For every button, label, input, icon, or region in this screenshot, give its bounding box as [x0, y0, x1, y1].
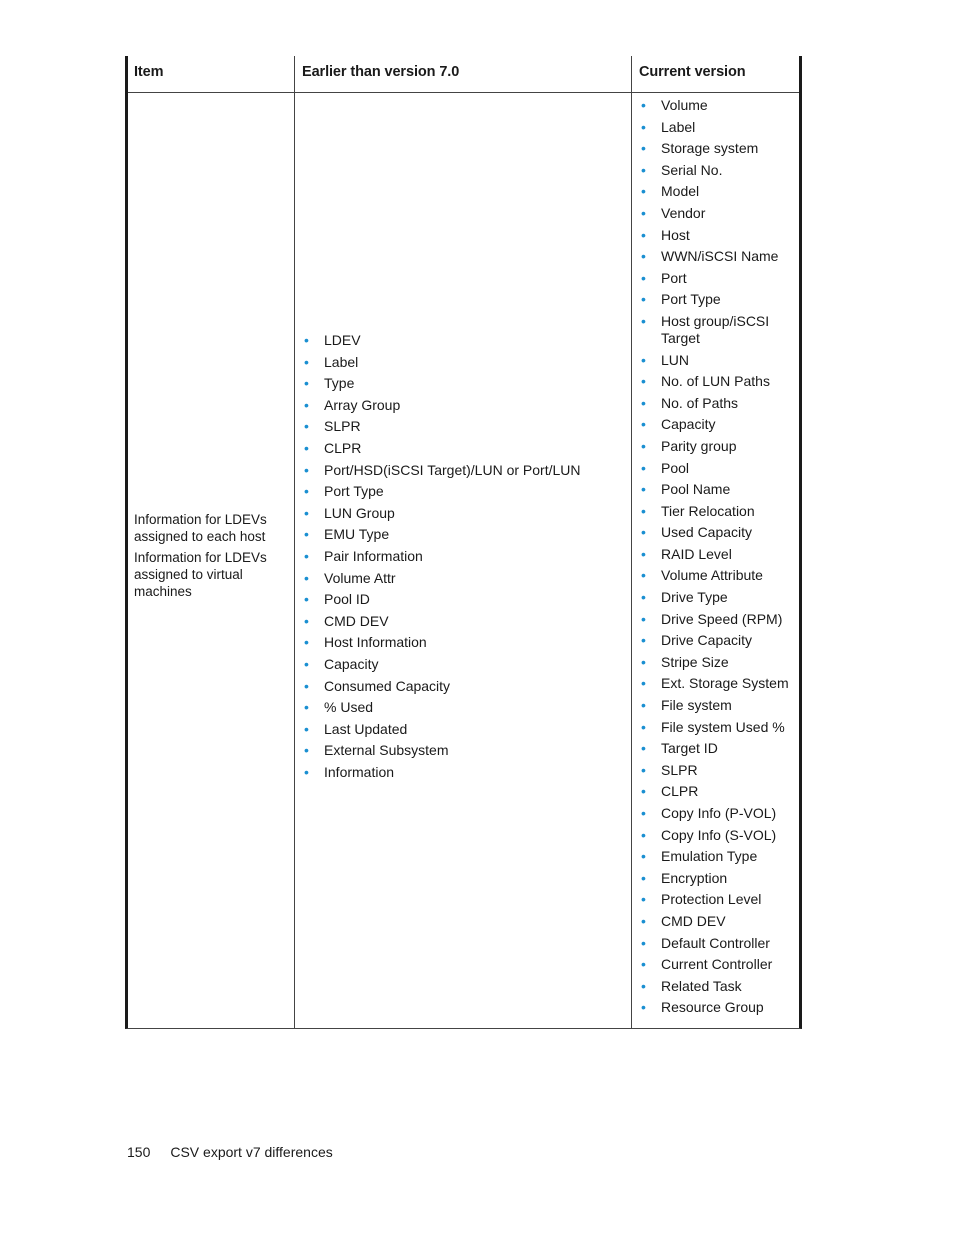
bullet-icon: • [304, 720, 309, 737]
page-number: 150 [127, 1144, 151, 1160]
list-item-label: Capacity [661, 416, 716, 433]
bullet-icon: • [641, 805, 646, 821]
bullet-icon: • [641, 891, 646, 908]
bullet-icon: • [304, 677, 309, 694]
list-item-label: Target ID [661, 740, 718, 757]
list-item-label: Host [661, 226, 690, 243]
list-item-label: Capacity [324, 655, 379, 672]
item-cell [134, 511, 294, 604]
list-item-label: Default Controller [661, 934, 770, 951]
list-item-label: Protection Level [661, 891, 762, 908]
list-item-label: Port Type [661, 291, 721, 308]
list-item [641, 870, 801, 887]
bullet-icon: • [304, 763, 309, 780]
list-item-label: Drive Type [661, 589, 728, 606]
list-item [641, 460, 801, 477]
item-text: Information for LDEVs assigned to virtual machines [134, 550, 267, 599]
bullet-icon: • [304, 483, 309, 500]
list-item-label: No. of LUN Paths [661, 373, 770, 390]
bullet-icon: • [641, 183, 646, 200]
header-item: Item [134, 64, 164, 80]
bullet-icon: • [641, 97, 646, 113]
bullet-icon: • [641, 140, 646, 157]
bullet-icon: • [304, 353, 309, 370]
list-item [641, 524, 801, 541]
bullet-icon: • [641, 502, 646, 519]
list-item [641, 373, 801, 390]
list-item-label: Volume Attr [324, 569, 396, 586]
earlier-version-list [304, 332, 624, 785]
bullet-icon: • [641, 373, 646, 390]
bullet-icon: • [641, 204, 646, 221]
bullet-icon: • [304, 396, 309, 413]
list-item [641, 140, 801, 157]
list-item-label: File system Used % [661, 718, 785, 735]
bullet-icon: • [641, 291, 646, 308]
bullet-icon: • [641, 848, 646, 865]
list-item-label: SLPR [324, 418, 361, 435]
list-item [641, 416, 801, 433]
list-item [641, 999, 801, 1016]
list-item-label: Serial No. [661, 161, 723, 178]
list-item-label: Used Capacity [661, 524, 753, 541]
list-item [641, 352, 801, 369]
list-item [641, 248, 801, 265]
list-item-label: Volume [661, 97, 708, 113]
list-item-label: Encryption [661, 869, 728, 886]
bullet-icon: • [641, 312, 646, 329]
bullet-icon: • [641, 248, 646, 265]
comparison-table [125, 56, 802, 1029]
list-item [641, 632, 801, 649]
list-item-label: Array Group [324, 396, 401, 413]
bullet-icon: • [641, 912, 646, 929]
list-item [304, 634, 624, 651]
bullet-icon: • [641, 718, 646, 735]
list-item [304, 764, 624, 781]
header-current-version: Current version [639, 64, 746, 80]
list-item [641, 270, 801, 287]
list-item-label: File system [661, 697, 732, 714]
list-item [641, 589, 801, 606]
list-item [304, 570, 624, 587]
list-item [641, 205, 801, 222]
list-item [641, 805, 801, 822]
bullet-icon: • [641, 740, 646, 757]
list-item-label: LUN [661, 351, 690, 368]
list-item [304, 678, 624, 695]
list-item [304, 375, 624, 392]
bullet-icon: • [641, 459, 646, 476]
bullet-icon: • [304, 332, 309, 348]
bullet-icon: • [304, 591, 309, 608]
list-item-label: Label [324, 353, 359, 370]
list-item [641, 183, 801, 200]
list-item-label: Drive Speed (RPM) [661, 610, 783, 627]
list-item [641, 935, 801, 952]
list-item [304, 483, 624, 500]
list-item-label: CLPR [661, 783, 699, 800]
bullet-icon: • [641, 481, 646, 498]
list-item [641, 783, 801, 800]
list-item-label: Port Type [324, 483, 384, 500]
column-divider [631, 56, 632, 1028]
list-item [304, 591, 624, 608]
list-item [641, 481, 801, 498]
bullet-icon: • [304, 699, 309, 716]
list-item [641, 740, 801, 757]
bullet-icon: • [304, 612, 309, 629]
list-item-label: Related Task [661, 977, 742, 994]
list-item-label: Copy Info (S-VOL) [661, 826, 777, 843]
list-item-label: Label [661, 118, 696, 135]
list-item [304, 505, 624, 522]
list-item [304, 397, 624, 414]
bullet-icon: • [641, 675, 646, 692]
list-item-label: Last Updated [324, 720, 408, 737]
list-item-label: Port/HSD(iSCSI Target)/LUN or Port/LUN [324, 461, 581, 478]
bullet-icon: • [304, 461, 309, 478]
list-item-label: Resource Group [661, 999, 764, 1016]
page-footer [127, 1144, 333, 1160]
list-item-label: CMD DEV [324, 612, 389, 629]
list-item [641, 97, 801, 114]
bullet-icon: • [641, 161, 646, 178]
list-item [641, 827, 801, 844]
list-item-label: Drive Capacity [661, 632, 753, 649]
list-item [304, 699, 624, 716]
bullet-icon: • [304, 526, 309, 543]
list-item [641, 956, 801, 973]
list-item-label: % Used [324, 699, 374, 716]
list-item-label: RAID Level [661, 545, 732, 562]
list-item [641, 438, 801, 455]
list-item [304, 613, 624, 630]
list-item-label: SLPR [661, 761, 698, 778]
bullet-icon: • [641, 653, 646, 670]
list-item-label: Pool ID [324, 591, 370, 608]
bullet-icon: • [641, 956, 646, 973]
bullet-icon: • [641, 761, 646, 778]
bullet-icon: • [304, 375, 309, 392]
list-item-label: Pool [661, 459, 690, 476]
list-item-label: External Subsystem [324, 742, 449, 759]
section-title: CSV export v7 differences [170, 1144, 333, 1160]
bullet-icon: • [304, 634, 309, 651]
list-item-label: LDEV [324, 332, 361, 348]
list-item [641, 119, 801, 136]
list-item-label: Pair Information [324, 547, 423, 564]
bullet-icon: • [304, 504, 309, 521]
list-item [304, 656, 624, 673]
list-item-label: Pool Name [661, 481, 731, 498]
list-item-label: Storage system [661, 140, 759, 157]
list-item [641, 891, 801, 908]
list-item [304, 742, 624, 759]
list-item-label: No. of Paths [661, 394, 739, 411]
bullet-icon: • [304, 418, 309, 435]
bullet-icon: • [304, 547, 309, 564]
list-item-label: Ext. Storage System [661, 675, 789, 692]
list-item [641, 697, 801, 714]
list-item-label: Parity group [661, 437, 737, 454]
list-item-label: Information [324, 763, 395, 780]
bullet-icon: • [641, 416, 646, 433]
list-item-label: Type [324, 375, 355, 392]
item-text: Information for LDEVs assigned to each host [134, 512, 267, 544]
list-item-label: Copy Info (P-VOL) [661, 805, 777, 821]
list-item [641, 848, 801, 865]
list-item [304, 354, 624, 371]
list-item [641, 503, 801, 520]
current-version-list [641, 97, 801, 1021]
list-item-label: LUN Group [324, 504, 395, 521]
list-item-label: EMU Type [324, 526, 390, 543]
bullet-icon: • [641, 632, 646, 649]
bullet-icon: • [304, 439, 309, 456]
list-item [641, 654, 801, 671]
bullet-icon: • [641, 351, 646, 368]
list-item [641, 611, 801, 628]
bullet-icon: • [641, 226, 646, 243]
column-divider [294, 56, 295, 1028]
list-item-label: Host group/iSCSI Target [661, 312, 770, 346]
bullet-icon: • [641, 524, 646, 541]
list-item-label: Volume Attribute [661, 567, 763, 584]
list-item-label: Consumed Capacity [324, 677, 451, 694]
list-item-label: CLPR [324, 439, 362, 456]
list-item [641, 762, 801, 779]
bullet-icon: • [641, 118, 646, 135]
bullet-icon: • [641, 610, 646, 627]
bullet-icon: • [641, 567, 646, 584]
bullet-icon: • [641, 545, 646, 562]
list-item [641, 567, 801, 584]
list-item [641, 313, 801, 347]
bullet-icon: • [641, 589, 646, 606]
list-item-label: Vendor [661, 204, 706, 221]
list-item-label: Current Controller [661, 956, 773, 973]
bullet-icon: • [304, 742, 309, 759]
bullet-icon: • [641, 934, 646, 951]
list-item [304, 721, 624, 738]
list-item [304, 332, 624, 349]
list-item [641, 913, 801, 930]
list-item [641, 395, 801, 412]
list-item [304, 526, 624, 543]
list-item-label: Model [661, 183, 700, 200]
list-item [641, 546, 801, 563]
bullet-icon: • [641, 826, 646, 843]
list-item-label: Emulation Type [661, 848, 758, 865]
bullet-icon: • [641, 437, 646, 454]
list-item [304, 548, 624, 565]
list-item [641, 978, 801, 995]
bullet-icon: • [641, 869, 646, 886]
header-divider [128, 92, 799, 93]
list-item [641, 162, 801, 179]
list-item [304, 462, 624, 479]
list-item-label: Tier Relocation [661, 502, 755, 519]
bullet-icon: • [641, 977, 646, 994]
list-item-label: CMD DEV [661, 912, 726, 929]
list-item [304, 418, 624, 435]
bullet-icon: • [641, 269, 646, 286]
list-item [641, 227, 801, 244]
bullet-icon: • [641, 394, 646, 411]
header-earlier-version: Earlier than version 7.0 [302, 64, 460, 80]
list-item [641, 291, 801, 308]
bullet-icon: • [641, 999, 646, 1016]
list-item [641, 675, 801, 692]
list-item-label: Stripe Size [661, 653, 729, 670]
bullet-icon: • [304, 655, 309, 672]
bullet-icon: • [304, 569, 309, 586]
list-item-label: WWN/iSCSI Name [661, 248, 779, 265]
bullet-icon: • [641, 783, 646, 800]
list-item-label: Port [661, 269, 687, 286]
list-item-label: Host Information [324, 634, 427, 651]
list-item [641, 719, 801, 736]
bullet-icon: • [641, 697, 646, 714]
list-item [304, 440, 624, 457]
